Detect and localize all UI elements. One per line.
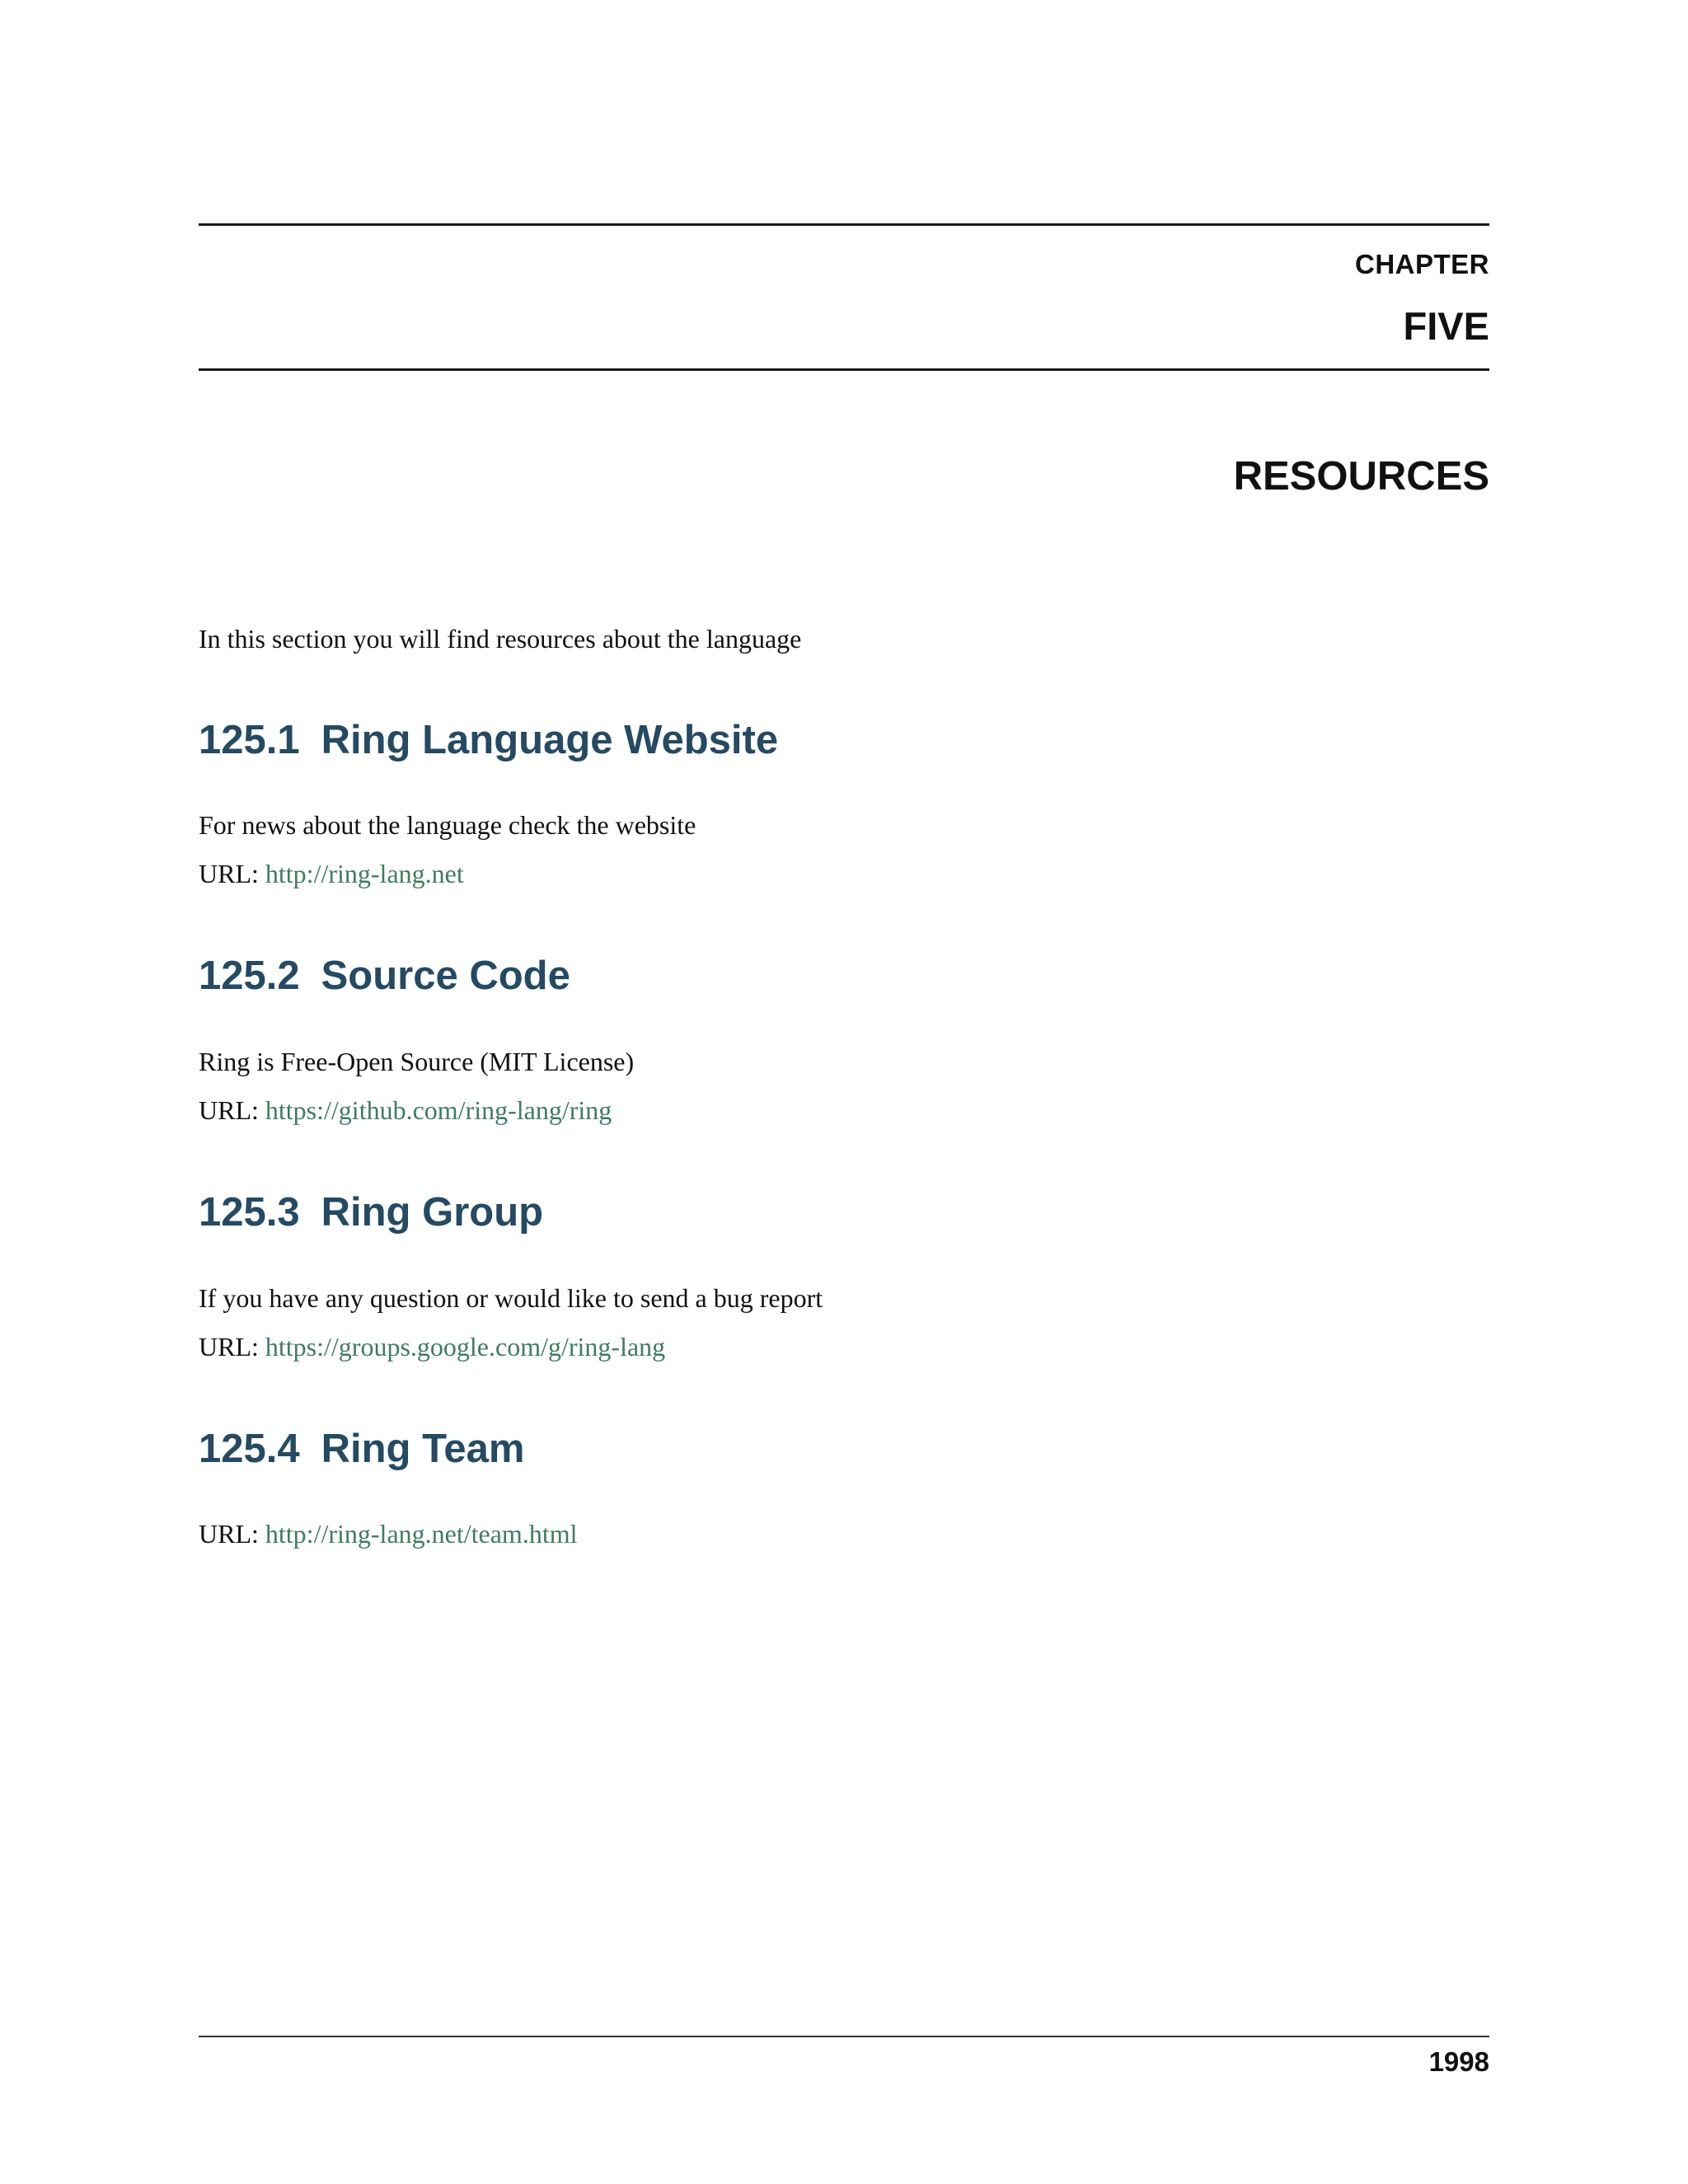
section-title: Source Code [321,954,570,998]
section-number: 125.1 [199,718,300,762]
section-heading-source-code [199,953,570,999]
team-url-link[interactable]: http://ring-lang.net/team.html [265,1519,578,1549]
chapter-label: CHAPTER [1354,249,1489,279]
section-heading-website [199,717,778,763]
section-title: Ring Group [321,1190,544,1235]
url-line-ring-team [199,1519,577,1549]
chapter-number: FIVE [1403,304,1489,348]
section-number: 125.3 [199,1190,300,1235]
section-heading-ring-team [199,1426,524,1472]
url-line-ring-group [199,1332,665,1362]
section-title: Ring Language Website [321,718,779,762]
url-prefix: URL: [199,1095,259,1125]
url-prefix: URL: [199,1519,259,1549]
section-title: Ring Team [321,1427,525,1471]
url-prefix: URL: [199,859,259,888]
chapter-top-rule [199,223,1489,226]
website-url-link[interactable]: http://ring-lang.net [265,859,464,888]
section-text-ring-group: If you have any question or would like to send a bug report [199,1283,823,1313]
section-number: 125.4 [199,1427,300,1471]
chapter-bottom-rule [199,368,1489,371]
github-url-link[interactable]: https://github.com/ring-lang/ring [265,1095,612,1125]
url-line-source-code [199,1095,612,1126]
intro-paragraph: In this section you will find resources about the language [199,624,802,654]
chapter-title: RESOURCES [1233,454,1489,499]
url-line-website [199,859,464,889]
url-prefix: URL: [199,1332,259,1361]
footer-rule [199,2036,1489,2037]
section-heading-ring-group [199,1189,543,1235]
section-text-website: For news about the language check the website [199,810,696,840]
google-group-url-link[interactable]: https://groups.google.com/g/ring-lang [265,1332,666,1361]
page-number: 1998 [1428,2046,1489,2077]
section-text-source-code: Ring is Free-Open Source (MIT License) [199,1047,635,1076]
section-number: 125.2 [199,954,300,998]
